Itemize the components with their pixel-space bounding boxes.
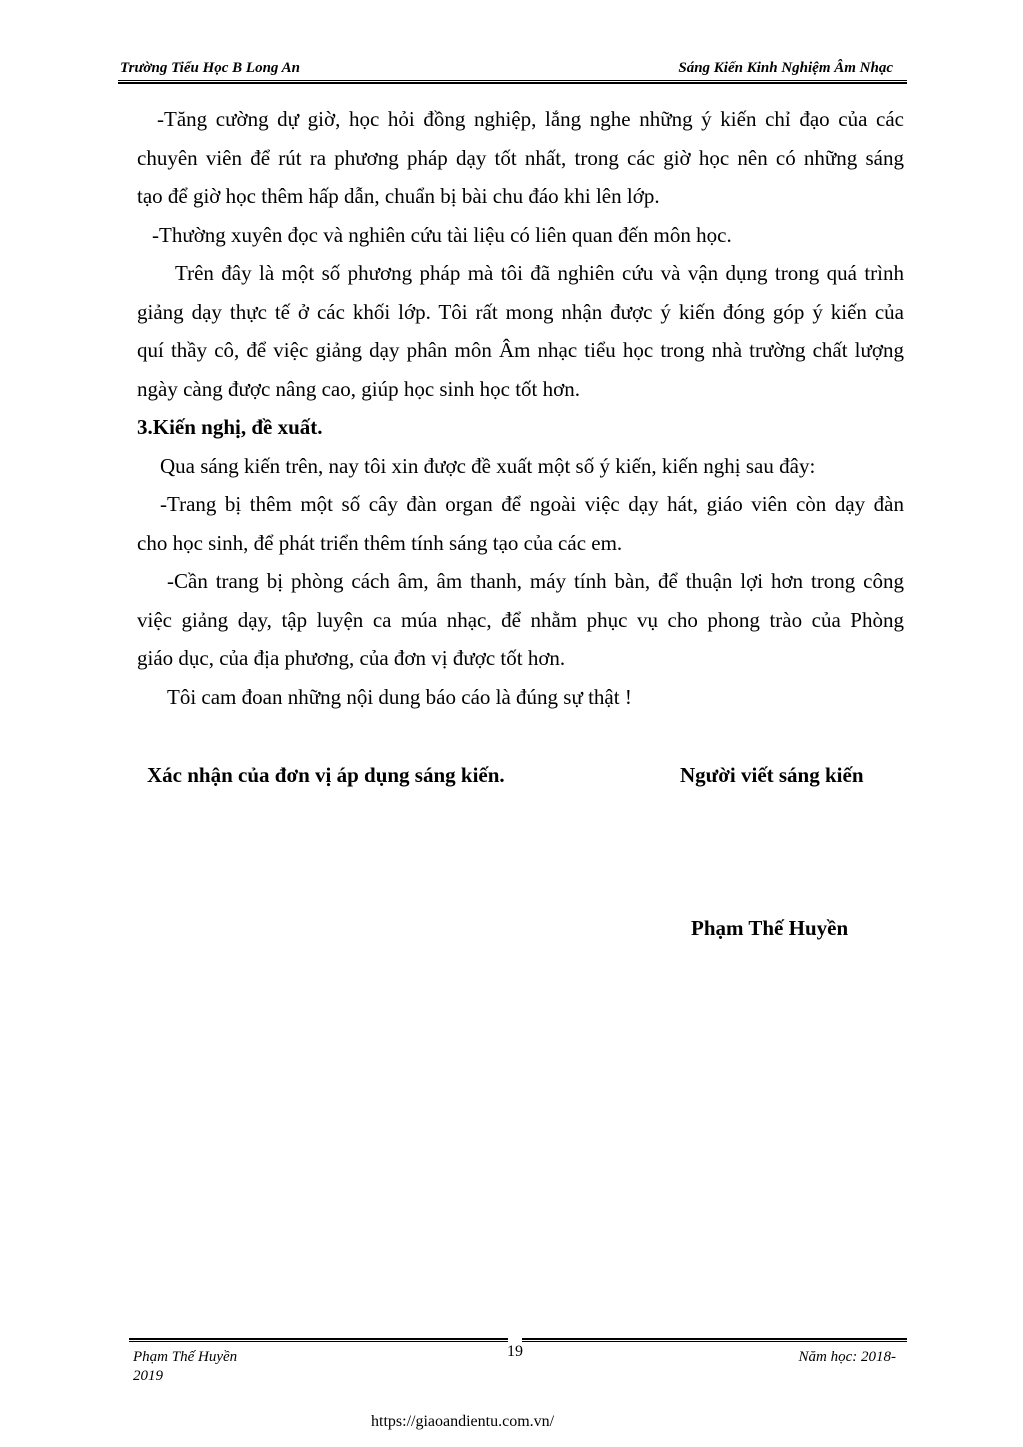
- section-heading: 3.Kiến nghị, đề xuất.: [137, 415, 323, 439]
- unit-confirmation-label: Xác nhận của đơn vị áp dụng sáng kiến.: [147, 763, 505, 787]
- paragraph-line: cho học sinh, để phát triển thêm tính sáng tạo của các em.: [137, 531, 623, 555]
- paragraph-line: ngày càng được nâng cao, giúp học sinh học tốt hơn.: [137, 377, 580, 401]
- paragraph-line: Qua sáng kiến trên, nay tôi xin được đề xuất một số ý kiến, kiến nghị sau đây:: [160, 454, 816, 478]
- author-name: Phạm Thế Huyền: [691, 916, 849, 940]
- paragraph-line: chuyên viên để rút ra phương pháp dạy tốt nhất, trong các giờ học nên có những sáng: [137, 146, 904, 170]
- paragraph-line: -Trang bị thêm một số cây đàn organ để ngoài việc dạy hát, giáo viên còn dạy đàn: [160, 492, 904, 516]
- paragraph-line: -Thường xuyên đọc và nghiên cứu tài liệu có liên quan đến môn học.: [152, 223, 732, 247]
- footer-school-year: Năm học: 2018-: [798, 1349, 896, 1365]
- header-document-title: Sáng Kiến Kinh Nghiệm Âm Nhạc: [678, 60, 893, 76]
- paragraph-line: Trên đây là một số phương pháp mà tôi đã nghiên cứu và vận dụng trong quá trình: [175, 261, 904, 285]
- paragraph-line: giáo dục, của địa phương, của đơn vị được tốt hơn.: [137, 646, 566, 670]
- page-number: 19: [507, 1343, 523, 1360]
- paragraph-line: Tôi cam đoan những nội dung báo cáo là đúng sự thật !: [167, 685, 632, 709]
- footer-divider-left: [129, 1338, 508, 1342]
- header-school-name: Trường Tiểu Học B Long An: [120, 60, 300, 76]
- footer-divider-right: [522, 1338, 907, 1342]
- paragraph-line: giảng dạy thực tế ở các khối lớp. Tôi rất mong nhận được ý kiến đóng góp ý kiến của: [137, 300, 904, 324]
- paragraph-line: quí thầy cô, để việc giảng dạy phân môn Âm nhạc tiểu học trong nhà trường chất lượng: [137, 338, 904, 362]
- paragraph-line: -Cần trang bị phòng cách âm, âm thanh, máy tính bàn, để thuận lợi hơn trong công: [167, 569, 904, 593]
- footer-author: Phạm Thế Huyền: [133, 1349, 238, 1365]
- paragraph-line: -Tăng cường dự giờ, học hỏi đồng nghiệp, lắng nghe những ý kiến chỉ đạo của các: [157, 107, 904, 131]
- header-divider: [118, 80, 907, 84]
- paragraph-line: việc giảng dạy, tập luyện ca múa nhạc, để nhằm phục vụ cho phong trào của Phòng: [137, 608, 904, 632]
- paragraph-line: tạo để giờ học thêm hấp dẫn, chuẩn bị bài chu đáo khi lên lớp.: [137, 184, 660, 208]
- author-label: Người viết sáng kiến: [680, 763, 864, 787]
- footer-year-continued: 2019: [133, 1368, 163, 1384]
- source-url: https://giaoandientu.com.vn/: [371, 1413, 555, 1430]
